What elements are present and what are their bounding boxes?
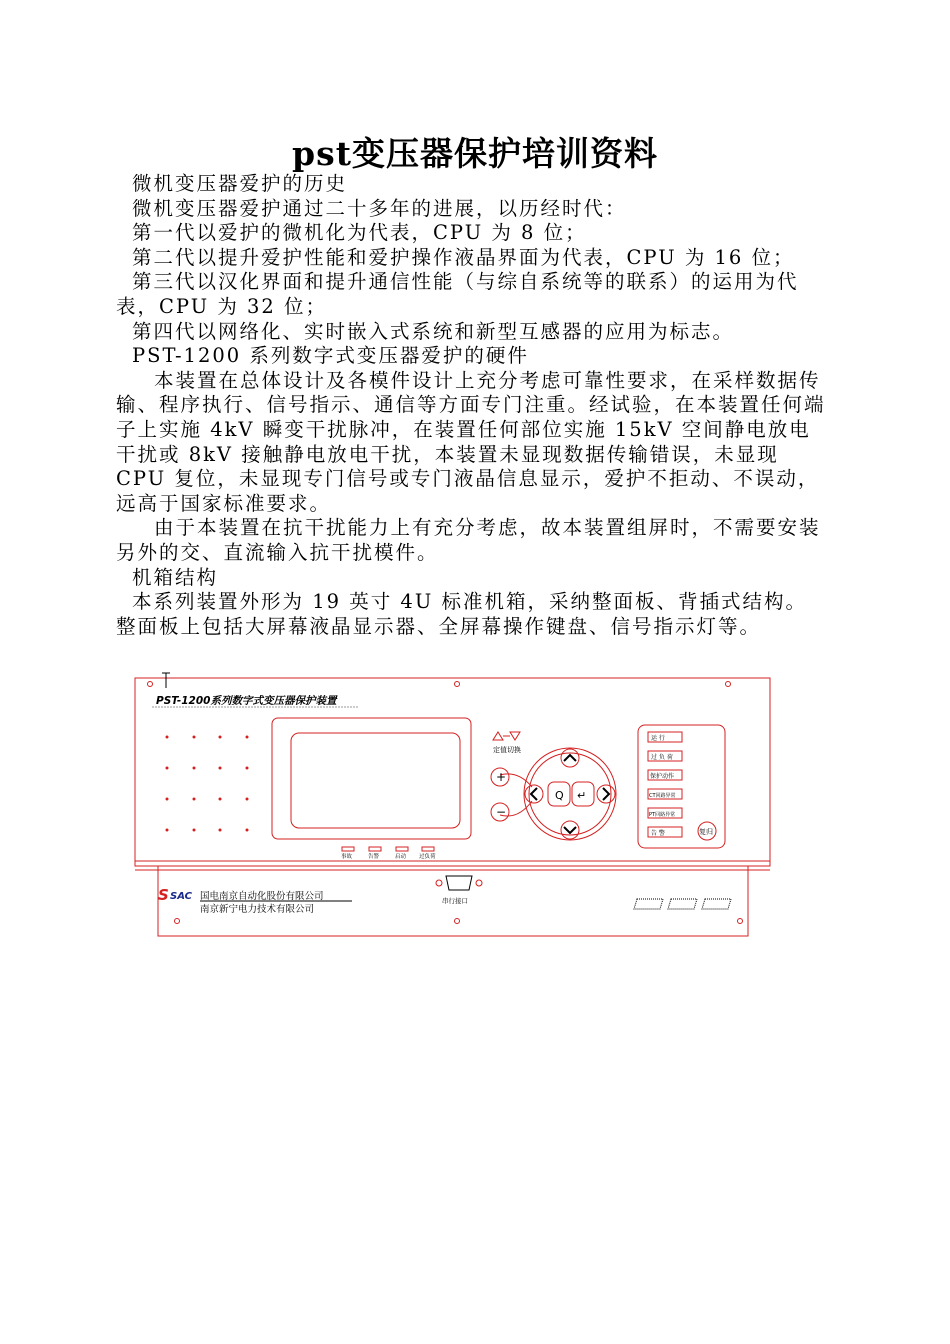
switch-arrows-icon <box>493 732 520 740</box>
company-logo <box>158 886 193 904</box>
svg-text:告 警: 告 警 <box>651 830 665 837</box>
svg-text:过负荷: 过负荷 <box>419 854 436 860</box>
svg-text:运 行: 运 行 <box>651 735 665 742</box>
paragraph-gen4: 第四代以网络化、实时嵌入式系统和新型互感器的应用为标志。 <box>132 319 735 343</box>
paragraph-reliability: 本装置在总体设计及各模件设计上充分考虑可靠性要求，在采样数据传输、程序执行、信号指示、通信等方面专门注重。经试验，在本装置任何端子上实施 4kV 瞬变干扰脉冲，在装置任何部位实施 15kV 空间静电放电干扰或 8kV 接触静电放电干扰，本装置未显现数据传输错误，未显现 CPU 复位，未显现专门信号或专门液晶信息显示，爱护不拒动、不误动，远高于国家标准要求。 <box>116 368 826 515</box>
device-front-panel-drawing <box>130 670 775 940</box>
device-title: PST-1200系列数字式变压器保护装置 <box>156 695 337 707</box>
indicator-light-accident <box>342 847 354 851</box>
mount-hole <box>148 682 153 687</box>
up-arrow-key[interactable] <box>561 749 579 767</box>
company-name-2: 南京新宁电力技术有限公司 <box>200 904 315 915</box>
decorative-marks <box>634 899 731 909</box>
switch-label: 定值切换 <box>493 746 521 754</box>
page-title: pst变压器保护培训资料 <box>292 134 658 173</box>
paragraph-intro: 微机变压器爱护通过二十多年的进展，以历经时代： <box>132 196 627 220</box>
svg-text:+: + <box>496 770 507 784</box>
paragraph-gen1: 第一代以爱护的微机化为代表，CPU 为 8 位； <box>132 221 587 245</box>
svg-text:告警: 告警 <box>368 854 380 860</box>
svg-text:CT回路异常: CT回路异常 <box>649 793 676 799</box>
right-arrow-key[interactable] <box>597 785 615 803</box>
paragraph-chassis: 本系列装置外形为 19 英寸 4U 标准机箱，采纳整面板、背插式结构。整面板上包括大屏幕液晶显示器、全屏幕操作键盘、信号指示灯等。 <box>116 590 807 638</box>
left-arrow-key[interactable] <box>525 785 543 803</box>
down-arrow-key[interactable] <box>561 821 579 839</box>
document-body <box>116 172 828 639</box>
svg-text:事故: 事故 <box>341 854 353 860</box>
paragraph-interference: 由于本装置在抗干扰能力上有充分考虑，故本装置组屏时，不需要安装另外的交、直流输入抗干扰模件。 <box>116 516 821 564</box>
svg-text:SAC: SAC <box>170 891 192 902</box>
status-dot-matrix <box>166 736 249 832</box>
mount-hole <box>455 919 460 924</box>
svg-text:S: S <box>158 886 169 904</box>
paragraph-gen3: 第三代以汉化界面和提升通信性能（与综自系统等的联系）的运用为代表，CPU 为 32 位； <box>116 270 799 318</box>
mount-hole <box>726 682 731 687</box>
lcd-screen <box>291 733 460 828</box>
serial-port-label: 串行接口 <box>442 897 468 905</box>
mount-hole <box>455 682 460 687</box>
svg-text:保护动作: 保护动作 <box>650 773 675 780</box>
svg-text:−: − <box>496 805 507 819</box>
paragraph-gen2: 第二代以提升爱护性能和爱护操作液晶界面为代表，CPU 为 16 位； <box>132 245 795 269</box>
indicator-light-overload <box>422 847 434 851</box>
svg-text:复归: 复归 <box>699 828 713 836</box>
paragraph-history-heading: 微机变压器爱护的历史 <box>132 172 348 195</box>
svg-text:Q: Q <box>555 789 564 802</box>
indicator-light-warning <box>369 847 381 851</box>
paragraph-chassis-heading: 机箱结构 <box>132 565 219 589</box>
indicator-light-start <box>396 847 408 851</box>
lcd-frame <box>272 718 471 839</box>
serial-port-icon <box>436 876 482 890</box>
company-name-1: 国电南京自动化股份有限公司 <box>200 891 324 902</box>
svg-text:↵: ↵ <box>577 789 587 802</box>
paragraph-hardware-heading: PST-1200 系列数字式变压器爱护的硬件 <box>132 344 529 368</box>
svg-text:启动: 启动 <box>395 854 407 860</box>
mount-hole <box>175 919 180 924</box>
svg-text:PT回路异常: PT回路异常 <box>649 812 676 818</box>
svg-text:过 负 荷: 过 负 荷 <box>651 754 673 761</box>
mount-hole <box>738 919 743 924</box>
